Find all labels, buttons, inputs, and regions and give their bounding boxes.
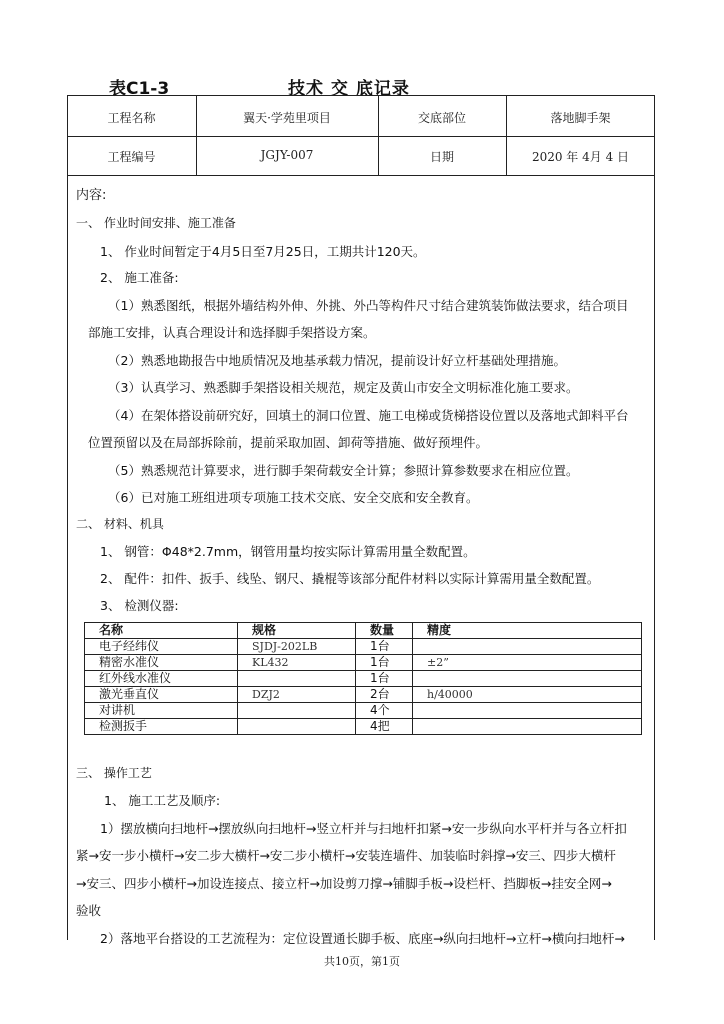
col-header-name: 名称	[85, 623, 238, 639]
instruments-header-row	[85, 623, 642, 639]
form-code: 表C1-3	[109, 79, 170, 99]
prep-paragraph-2: （2）熟悉地勘报告中地质情况及地基承载力情况，提前设计好立杆基础处理措施。	[108, 353, 566, 368]
cell-precision	[413, 671, 642, 687]
part-label: 交底部位	[417, 111, 466, 125]
section-3-heading: 三、 操作工艺	[76, 766, 152, 780]
prep-paragraph-1b: 部施工安排，认真合理设计和选择脚手架搭设方案。	[88, 325, 376, 340]
cell-spec	[238, 703, 356, 719]
process-paragraph-1d: 验收	[76, 903, 102, 918]
header-divider-1	[67, 136, 655, 137]
process-sequence-item: 1、 施工工艺及顺序:	[104, 793, 221, 808]
table-row	[85, 703, 642, 719]
table-row	[85, 719, 642, 735]
col-header-precision: 精度	[413, 623, 642, 639]
process-paragraph-1b: 紧→安一步小横杆→安二步大横杆→安二步小横杆→安装连墙件、加装临时斜撑→安三、四步大横杆	[76, 848, 616, 863]
col-header-spec: 规格	[238, 623, 356, 639]
content-heading: 内容:	[76, 188, 107, 203]
cell-qty: 1台	[356, 655, 413, 671]
cell-spec: DZJ2	[238, 687, 356, 703]
cell-qty: 4把	[356, 719, 413, 735]
schedule-item: 1、 作业时间暂定于4月5日至7月25日，工期共计120天。	[100, 244, 426, 259]
section-2-heading: 二、 材料、机具	[76, 517, 164, 531]
cell-spec: SJDJ-202LB	[238, 639, 356, 655]
cell-precision: h/40000	[413, 687, 642, 703]
cell-qty: 2台	[356, 687, 413, 703]
page-info: 共10页，第1页	[324, 955, 400, 968]
cell-qty: 1台	[356, 639, 413, 655]
cell-name: 激光垂直仪	[85, 687, 238, 703]
col-divider-1	[196, 95, 197, 175]
prep-paragraph-4b: 位置预留以及在局部拆除前，提前采取加固、卸荷等措施、做好预埋件。	[88, 435, 489, 450]
document-title: 技术 交 底记录	[288, 79, 410, 99]
process-paragraph-1c: →安三、四步小横杆→加设连接点、接立杆→加设剪刀撑→铺脚手板→设栏杆、挡脚板→挂安全网→	[76, 876, 612, 891]
project-no-label: 工程编号	[107, 150, 156, 164]
prep-paragraph-3: （3）认真学习、熟悉脚手架搭设相关规范，规定及黄山市安全文明标准化施工要求。	[108, 380, 579, 395]
cell-name: 检测扳手	[85, 719, 238, 735]
table-row	[85, 687, 642, 703]
process-paragraph-1a: 1）摆放横向扫地杆→摆放纵向扫地杆→竖立杆并与扫地杆扣紧→安一步纵向水平杆并与各立杆扣	[100, 821, 627, 836]
cell-spec: KL432	[238, 655, 356, 671]
prep-paragraph-5: （5）熟悉规范计算要求，进行脚手架荷载安全计算；参照计算参数要求在相应位置。	[108, 463, 579, 478]
cell-precision	[413, 639, 642, 655]
instruments-item: 3、 检测仪器:	[100, 598, 179, 613]
process-paragraph-2: 2）落地平台搭设的工艺流程为：定位设置通长脚手板、底座→纵向扫地杆→立杆→横向扫地杆→	[100, 931, 625, 946]
date-value: 2020 年 4月 4 日	[531, 150, 630, 164]
cell-qty: 1台	[356, 671, 413, 687]
col-header-qty: 数量	[356, 623, 413, 639]
date-label: 日期	[429, 150, 454, 164]
cell-precision: ±2”	[413, 655, 642, 671]
table-row	[85, 655, 642, 671]
table-row	[85, 671, 642, 687]
cell-precision	[413, 703, 642, 719]
project-no-value: JGJY-007	[260, 148, 314, 162]
project-name-label: 工程名称	[107, 111, 156, 125]
instruments-table	[84, 622, 642, 735]
cell-name: 电子经纬仪	[85, 639, 238, 655]
cell-spec	[238, 671, 356, 687]
prep-paragraph-1a: （1）熟悉图纸，根据外墙结构外伸、外挑、外凸等构件尺寸结合建筑装饰做法要求，结合项目	[108, 298, 629, 313]
cell-name: 红外线水准仪	[85, 671, 238, 687]
table-row	[85, 639, 642, 655]
cell-precision	[413, 719, 642, 735]
part-value: 落地脚手架	[550, 111, 611, 125]
fittings-item: 2、 配件：扣件、扳手、线坠、钢尺、撬棍等该部分配件材料以实际计算需用量全数配置。	[100, 571, 600, 586]
prep-paragraph-4a: （4）在架体搭设前研究好，回填土的洞口位置、施工电梯或货梯搭设位置以及落地式卸料平台	[108, 408, 629, 423]
cell-name: 精密水准仪	[85, 655, 238, 671]
preparation-item: 2、 施工准备:	[100, 270, 179, 285]
section-1-heading: 一、 作业时间安排、施工准备	[76, 216, 236, 230]
project-name-value: 翼天·学苑里项目	[243, 111, 331, 125]
cell-name: 对讲机	[85, 703, 238, 719]
header-divider-2	[67, 175, 655, 176]
cell-qty: 4个	[356, 703, 413, 719]
prep-paragraph-6: （6）已对施工班组进项专项施工技术交底、安全交底和安全教育。	[108, 490, 479, 505]
steel-pipe-item: 1、 钢管：Φ48*2.7mm，钢管用量均按实际计算需用量全数配置。	[100, 544, 476, 559]
cell-spec	[238, 719, 356, 735]
